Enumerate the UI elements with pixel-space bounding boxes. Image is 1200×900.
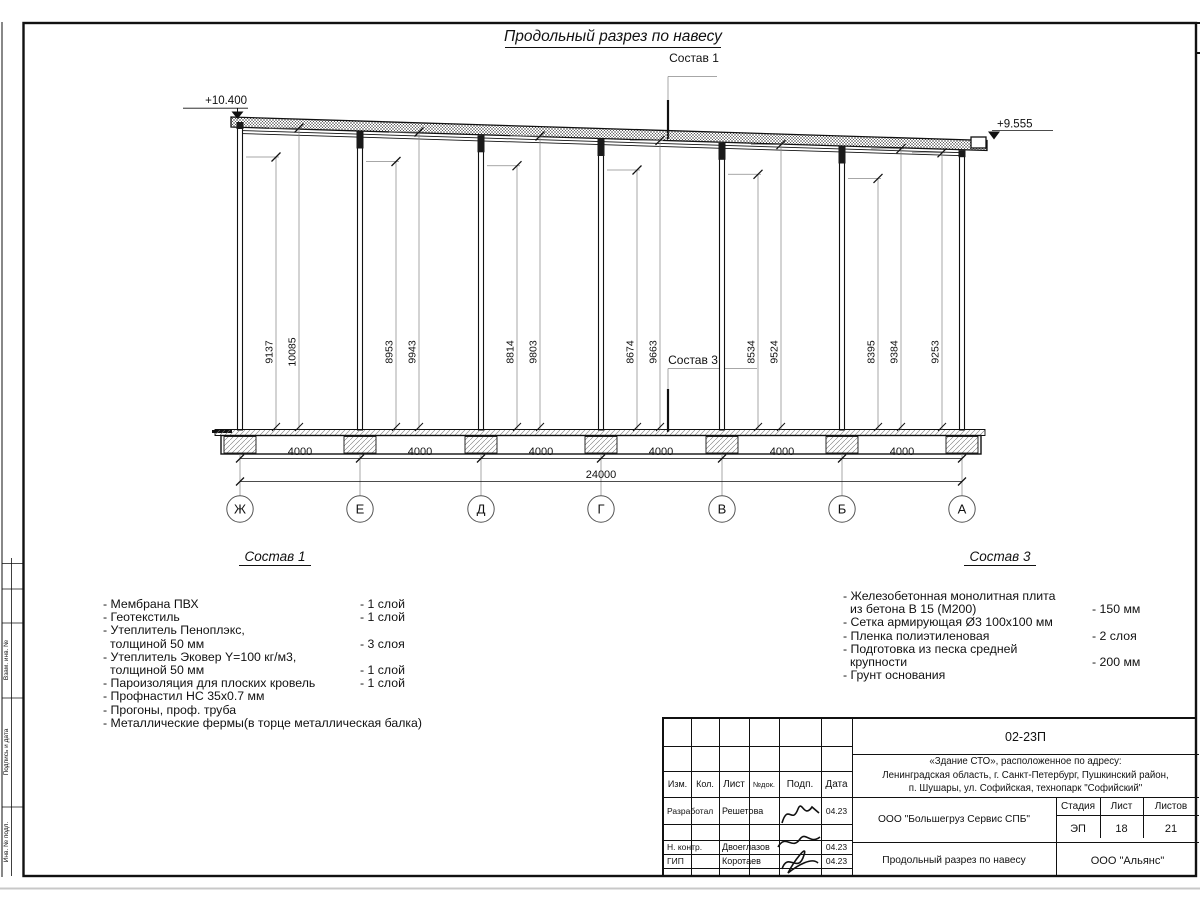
foundation [212,430,985,455]
list-item: - Подготовка из песка средней [843,641,1018,656]
axis-label: Е [355,501,365,517]
bay-dim: 4000 [769,446,795,458]
date-nkontr: 04.23 [825,842,848,852]
role-razrabotal: Разработал [667,805,714,816]
list-item: толщиной 50 мм - 1 слой [110,662,405,677]
doc-number: 02-23П [1005,729,1046,744]
list-item: - Профнастил НС 35х0.7 мм [103,689,265,704]
elevation-mark-right [988,119,1053,140]
sheets-value: 21 [1164,822,1178,835]
sheets-label: Листов [1154,800,1188,812]
dim-value: 8953 [383,340,396,364]
drawing-name: Продольный разрез по навесу [882,855,1026,866]
list-item: толщиной 50 мм - 3 слоя [110,636,405,651]
sheet-value: 18 [1115,822,1128,835]
name-reshetova: Решетова [722,805,764,816]
bay-dim: 4000 [648,446,674,458]
dim-value: 10085 [286,337,299,367]
dim-value: 8395 [865,340,878,364]
dim-value: 9524 [768,340,781,364]
list-item: из бетона В 15 (М200) - 150 мм [850,602,1141,617]
project-address [852,754,1199,797]
sostav3-callout: Состав 3 [668,353,718,367]
frame-label-vzam: Взам. инв. № [3,639,10,681]
sostav1-leader [668,51,719,139]
col-ndok: №док. [753,779,775,789]
address-line: «Здание СТО», расположенное по адресу: [929,756,1122,768]
list-item: - Геотекстиль - 1 слой [103,610,405,625]
list-item: - Металлические фермы(в торце металлическая балка) [103,715,422,730]
title-block [662,717,1197,877]
org-name: ООО "Большегруз Сервис СПБ" [878,814,1030,825]
frame-label-inv: Инв. № подл. [3,821,10,863]
list-item: - Железобетонная монолитная плита [843,589,1056,603]
dim-value: 9943 [406,340,419,364]
dim-value: 9137 [263,340,276,364]
col-data: Дата [825,778,848,790]
dim-value: 8814 [504,340,517,364]
role-nkontr: Н. контр. [667,842,703,852]
bay-dim: 4000 [287,446,313,458]
sostav3-leader [668,353,757,432]
list-item: - Пленка полиэтиленовая - 2 слоя [843,628,1137,643]
list-item: - Утеплитель Пеноплэкс, [103,623,245,638]
dim-value: 9663 [647,340,660,364]
list-item: крупности - 200 мм [850,654,1141,669]
address-line: п. Шушары, ул. Софийская, технопарк "Софийский" [908,783,1143,795]
sostav1-callout: Состав 1 [669,51,719,65]
dim-value: 8674 [624,340,637,364]
bay-dim: 4000 [889,446,915,458]
columns [238,128,965,431]
axis-bubbles [227,496,975,522]
list-item: - Утеплитель Эковер Y=100 кг/м3, [103,649,297,664]
roof-section [231,117,987,156]
col-kol: Кол. [696,779,714,789]
sheet-label: Лист [1110,800,1133,812]
axis-label: Д [476,501,486,517]
col-podp: Подп. [786,778,814,790]
elevation-mark-left [183,95,248,119]
sostav3-list [843,590,1173,682]
col-list: Лист [723,778,745,790]
name-dvoeglazov: Двоеглазов [722,842,770,852]
axis-label: А [957,501,967,517]
list-item: - Прогоны, проф. труба [103,702,237,717]
elevation-arrow-icon [988,132,1000,140]
stage-value: ЭП [1070,822,1086,835]
axis-label: Г [597,501,605,517]
company-name: ООО "Альянс" [1090,854,1165,867]
address-line: Ленинградская область, г. Санкт-Петербург, Пушкинский район, [882,769,1169,781]
bay-dim: 4000 [407,446,433,458]
role-gip: ГИП [667,856,684,866]
axis-label: Б [837,501,847,517]
sostav1-list [103,598,483,730]
dim-value: 9803 [527,340,540,364]
dim-value: 8534 [745,340,758,364]
dim-value: 9384 [888,340,901,364]
axis-label: В [717,501,727,517]
name-korotaev: Коротаев [722,856,761,866]
sostav3-heading: Состав 3 [900,549,1100,566]
signature-reshetova [778,799,822,829]
frame-label-podpis: Подпись и дата [3,728,10,776]
date-razrabotal: 04.23 [825,805,848,816]
page-title: Продольный разрез по навесу [504,28,722,45]
roof-end-beam [971,137,986,148]
col-izm: Изм. [667,779,688,789]
list-item: - Сетка армирующая Ø3 100х100 мм [843,615,1053,630]
list-item: - Грунт основания [843,668,946,683]
bay-dim: 4000 [528,446,554,458]
elevation-right-value: +9.555 [997,118,1033,131]
total-dim: 24000 [585,469,617,481]
list-item: - Пароизоляция для плоских кровель - 1 слой [103,676,405,691]
date-gip: 04.23 [825,856,848,866]
stage-label: Стадия [1060,800,1096,812]
list-item: - Мембрана ПВХ - 1 слой [103,597,405,611]
axis-label: Ж [233,501,247,517]
elevation-left-value: +10.400 [205,95,247,107]
signature-kontrol [774,831,824,877]
dim-value: 9253 [929,340,942,364]
sostav1-heading: Состав 1 [160,549,390,566]
